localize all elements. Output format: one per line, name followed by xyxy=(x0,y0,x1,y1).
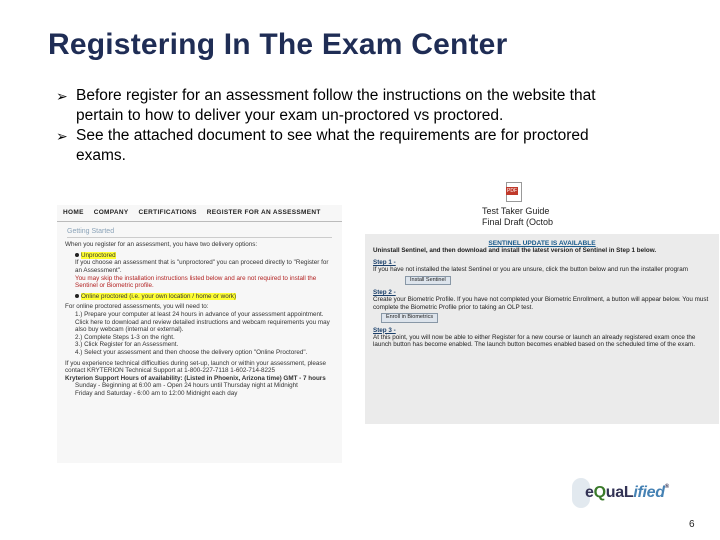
prep-step: 2.) Complete Steps 1-3 on the right. xyxy=(75,333,175,341)
bullet-item xyxy=(56,86,596,126)
prep-step: 4.) Select your assessment and then choose the delivery option "Online Proctored". xyxy=(75,348,308,356)
page-number: 6 xyxy=(689,519,695,530)
option-unproctored-text: If you choose an assessment that is "unproctored" you can proceed directly to "Register for an Assessment". xyxy=(75,259,329,274)
bullet-list xyxy=(56,86,596,166)
attachment-label-line2: Final Draft (Octob xyxy=(482,217,554,227)
support-hours-item: Friday and Saturday - 6:00 am to 12:00 Midnight each day xyxy=(75,389,238,397)
nav-company: COMPANY xyxy=(93,209,129,216)
prep-step: 3.) Click Register for an Assessment. xyxy=(75,341,179,349)
prep-intro: For online proctored assessments, you will need to: xyxy=(65,303,209,311)
attachment-label-line1: Test Taker Guide xyxy=(482,206,550,216)
support-hours-item: Sunday - Beginning at 6:00 am - Open 24 hours until Thursday night at Midnight xyxy=(75,382,298,390)
attachment-label[interactable] xyxy=(482,206,582,228)
install-sentinel-button[interactable]: Install Sentinel xyxy=(405,276,451,285)
bullet-dot-icon xyxy=(75,294,79,298)
nav-certifications: CERTIFICATIONS xyxy=(138,209,197,216)
option-unproctored-note: You may skip the installation instructions listed below and are not required to install the Sentinel or Biometric profile. xyxy=(75,274,317,290)
section-heading: Getting Started xyxy=(67,228,332,239)
step1-text: If you have not installed the latest Sentinel or you are unsure, click the button below and run the installer program xyxy=(373,266,689,274)
option-proctored-title: Online proctored (i.e. your own location / home or work) xyxy=(81,292,237,300)
slide-title: Registering In The Exam Center xyxy=(48,28,508,61)
step3-text: At this point, you will now be able to either Register for a new course or launch an already registered exam once the launch button has become enabled. The launch button becomes enabled based on the scheduled time of the exam. xyxy=(373,334,696,349)
bullet-item xyxy=(56,126,596,166)
pdf-icon[interactable]: PDF xyxy=(506,182,522,202)
step1-title: Step 1 - xyxy=(373,258,396,266)
registration-screenshot xyxy=(57,205,342,463)
site-nav xyxy=(57,205,342,222)
support-phone-1: 1-800-227-7118 xyxy=(184,367,229,375)
bullet-text: See the attached document to see what the requirements are for proctored exams. xyxy=(76,127,589,164)
nav-register: REGISTER FOR AN ASSESSMENT xyxy=(206,209,321,216)
step3-title: Step 3 - xyxy=(373,326,396,334)
sentinel-update-title: SENTINEL UPDATE IS AVAILABLE xyxy=(488,240,596,247)
support-text: If you experience technical difficulties during set-up, launch or within your assessment, please contact KRYTERION Technical Support at xyxy=(65,359,326,375)
sentinel-update-text: Uninstall Sentinel, and then download and install the latest version of Sentinel in Step 1 below. xyxy=(373,247,657,255)
intro-text: When you register for an assessment, you have two delivery options: xyxy=(65,241,258,249)
step2-text: Create your Biometric Profile. If you have not completed your Biometric Enrollment, a button will appear below. You must complete the Biometric Profile prior to taking an OLP test. xyxy=(373,296,709,311)
equalified-logo: eQuaLified® xyxy=(585,484,669,501)
support-phone-2: 1-602-714-8225 xyxy=(230,367,276,375)
support-hours-title: Kryterion Support Hours of availability: (Listed in Phoenix, Arizona time) GMT - 7 hours xyxy=(65,374,326,382)
enroll-biometrics-button[interactable]: Enroll in Biometrics xyxy=(381,313,438,322)
arrow-bullet-icon: ➢ xyxy=(56,88,68,104)
option-unproctored-title: Unproctored xyxy=(81,251,116,259)
bullet-dot-icon xyxy=(75,253,79,257)
step2-title: Step 2 - xyxy=(373,289,396,297)
bullet-text: Before register for an assessment follow the instructions on the website that pertain to how to deliver your exam un-proctored vs proctored. xyxy=(76,87,596,124)
prep-step: 1.) Prepare your computer at least 24 hours in advance of your assessment appointment. Click here to download and review detailed instructions and webcam requirements you may also buy webcam (internal or external). xyxy=(75,310,330,334)
sentinel-screenshot xyxy=(365,234,719,424)
nav-home: HOME xyxy=(63,209,84,216)
arrow-bullet-icon: ➢ xyxy=(56,128,68,144)
